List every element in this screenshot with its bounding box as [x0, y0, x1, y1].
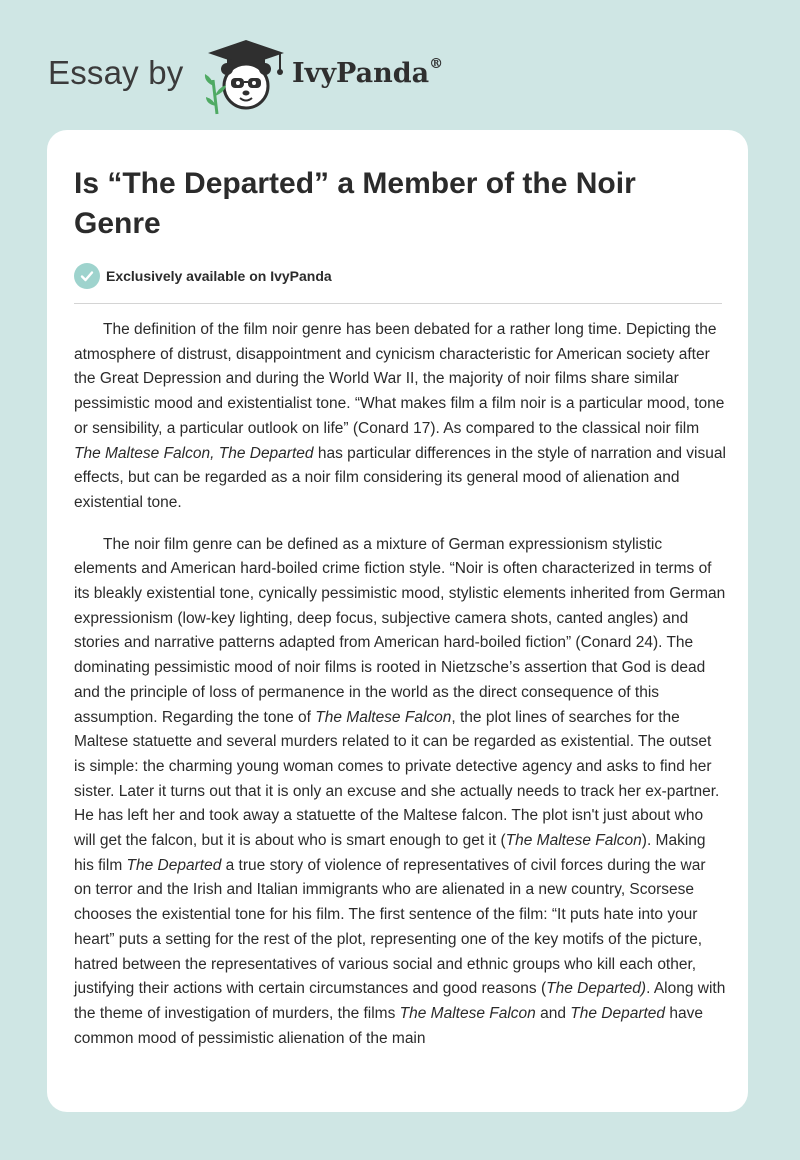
exclusive-badge-label: Exclusively available on IvyPanda [106, 268, 332, 284]
paragraph-text: have common mood of pessimistic alienation of the main [74, 1004, 703, 1047]
paragraph-text: The definition of the film noir genre has been debated for a rather long time. Depicting the atmosphere of distrust, disappointment and cynicism characteristic for American society after the Great Depression and during the World War II, the majority of noir films share similar pessimistic mood and existentialist tone. “What makes film a film noir is a particular mood, tone or sensibility, a particular outlook on life” (Conard 17). As compared to the classical noir film [74, 321, 725, 437]
paragraph-text: a true story of violence of representatives of civil forces during the war on terror and the Irish and Italian immigrants who are alienated in a new country, Scorsese chooses the existential tone for his film. The first sentence of the film: “It puts hate into your heart” puts a setting for the rest of the plot, representing one of the key motifs of the picture, hatred between the representatives of various social and ethnic groups who kill each other, justifying their actions with certain circumstances and good reasons ( [74, 856, 706, 998]
essay-paragraph [74, 533, 726, 1052]
check-icon [74, 263, 100, 289]
essay-body [74, 318, 726, 1068]
paragraph-text: The noir film genre can be defined as a mixture of German expressionism stylistic elements and American hard-boiled crime fiction style. “Noir is often characterized in terms of its bleakly existential tone, cynically pessimistic mood, stylistic elements inherited from German expressionism (low-key lighting, deep focus, subjective camera shots, canted angles) and stories and narrative patterns adapted from American hard-boiled fiction” (Conard 24). The dominating pessimistic mood of noir films is rooted in Nietzsche’s assertion that God is dead and the principle of loss of permanence in the world as the direct consequence of this assumption. Regarding the tone of [74, 535, 726, 726]
divider [74, 303, 722, 304]
film-title-text: The Maltese Falcon [315, 708, 452, 726]
film-title-text: The Departed [126, 856, 222, 874]
panda-logo-icon[interactable] [202, 36, 290, 116]
page-title: Is “The Departed” a Member of the Noir Genre [74, 167, 636, 240]
essay-paragraph [74, 318, 726, 516]
brand-prefix: Essay by [48, 54, 184, 91]
paragraph-text: has particular differences in the style of narration and visual effects, but can be regarded as a noir film considering its general mood of alienation and existential tone. [74, 444, 726, 511]
site-header [48, 36, 548, 116]
film-title-text: The Maltese Falcon, The Departed [74, 444, 314, 462]
brand-name[interactable]: IvyPanda® [292, 56, 444, 89]
paragraph-text: ). Making his film [74, 832, 706, 874]
essay-card [47, 130, 748, 1112]
paragraph-text: . Along with the theme of investigation of murders, the films [74, 980, 726, 1022]
paragraph-text: and [535, 1004, 571, 1022]
film-title-text: The Departed [570, 1004, 666, 1022]
film-title-text: The Maltese Falcon [399, 1004, 536, 1022]
film-title-text: The Departed) [546, 980, 647, 998]
registered-mark: ® [429, 56, 444, 72]
exclusive-badge [74, 263, 332, 289]
film-title-text: The Maltese Falcon [505, 832, 642, 850]
paragraph-text: , the plot lines of searches for the Maltese statuette and several murders related to it can be regarded as existential. The outset is simple: the charming young woman comes to private detective agency and asks to find her sister. Later it turns out that it is only an excuse and she actually needs to track her ex-partner. He has left her and took away a statuette of the Maltese falcon. The plot isn't just about who will get the falcon, but it is about who is smart enough to get it ( [74, 708, 720, 850]
